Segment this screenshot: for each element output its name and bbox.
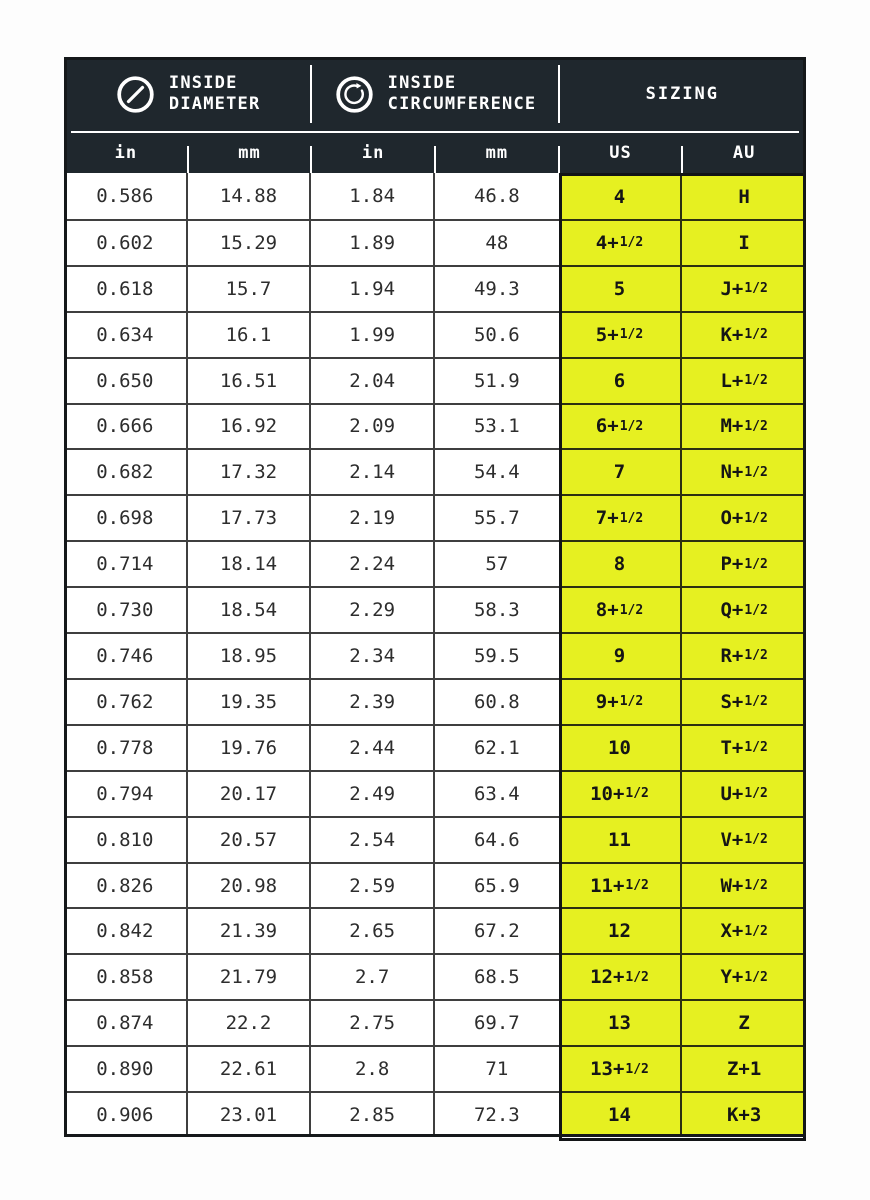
circumference-in-cell: 2.54 — [311, 816, 435, 862]
diameter-in-cell: 0.890 — [64, 1045, 188, 1091]
au-size-cell: U+ 1/2 — [682, 770, 806, 816]
ring-size-chart — [64, 57, 806, 1137]
diameter-in-cell: 0.810 — [64, 816, 188, 862]
circumference-mm-cell: 51.9 — [435, 357, 559, 403]
column-header-mm-diameter: mm — [188, 133, 312, 173]
au-size-cell: X+ 1/2 — [682, 907, 806, 953]
circumference-in-cell: 2.65 — [311, 907, 435, 953]
header-inside-diameter — [64, 57, 311, 131]
au-size-cell: N+ 1/2 — [682, 448, 806, 494]
au-size-cell: P+ 1/2 — [682, 540, 806, 586]
circumference-in-cell: 2.14 — [311, 448, 435, 494]
header-inside-circumference — [311, 57, 558, 131]
au-size-cell: L+ 1/2 — [682, 357, 806, 403]
circumference-mm-cell: 71 — [435, 1045, 559, 1091]
diameter-mm-cell: 17.32 — [188, 448, 312, 494]
circumference-mm-cell: 57 — [435, 540, 559, 586]
circumference-in-cell: 1.84 — [311, 173, 435, 219]
diameter-mm-cell: 18.54 — [188, 586, 312, 632]
diameter-mm-cell: 22.2 — [188, 999, 312, 1045]
diameter-in-cell: 0.730 — [64, 586, 188, 632]
diameter-in-cell: 0.602 — [64, 219, 188, 265]
column-header-mm-circumference: mm — [435, 133, 559, 173]
diameter-mm-cell: 19.35 — [188, 678, 312, 724]
circumference-mm-cell: 67.2 — [435, 907, 559, 953]
us-size-cell: 8+ 1/2 — [559, 586, 683, 632]
diameter-mm-cell: 16.1 — [188, 311, 312, 357]
au-size-cell: T+ 1/2 — [682, 724, 806, 770]
circumference-in-cell: 2.09 — [311, 403, 435, 449]
us-size-cell: 9 — [559, 632, 683, 678]
us-size-cell: 12+ 1/2 — [559, 953, 683, 999]
au-size-cell: J+ 1/2 — [682, 265, 806, 311]
diameter-mm-cell: 15.7 — [188, 265, 312, 311]
au-size-cell: O+ 1/2 — [682, 494, 806, 540]
column-header-in-diameter: in — [64, 133, 188, 173]
diameter-in-cell: 0.698 — [64, 494, 188, 540]
us-size-cell: 12 — [559, 907, 683, 953]
au-size-cell: K+3 — [682, 1091, 806, 1137]
au-size-cell: Z — [682, 999, 806, 1045]
diameter-mm-cell: 15.29 — [188, 219, 312, 265]
diameter-mm-cell: 16.51 — [188, 357, 312, 403]
diameter-mm-cell: 18.95 — [188, 632, 312, 678]
header-group-row — [64, 57, 806, 131]
circumference-mm-cell: 49.3 — [435, 265, 559, 311]
circumference-mm-cell: 55.7 — [435, 494, 559, 540]
circumference-mm-cell: 48 — [435, 219, 559, 265]
diameter-mm-cell: 18.14 — [188, 540, 312, 586]
circumference-mm-cell: 53.1 — [435, 403, 559, 449]
au-size-cell: Q+ 1/2 — [682, 586, 806, 632]
us-size-cell: 9+ 1/2 — [559, 678, 683, 724]
us-size-cell: 10+ 1/2 — [559, 770, 683, 816]
diameter-mm-cell: 17.73 — [188, 494, 312, 540]
circumference-in-cell: 2.44 — [311, 724, 435, 770]
circumference-mm-cell: 62.1 — [435, 724, 559, 770]
diameter-mm-cell: 20.57 — [188, 816, 312, 862]
diameter-mm-cell: 14.88 — [188, 173, 312, 219]
diameter-in-cell: 0.618 — [64, 265, 188, 311]
diameter-in-cell: 0.682 — [64, 448, 188, 494]
circumference-in-cell: 2.59 — [311, 862, 435, 908]
circumference-in-cell: 2.24 — [311, 540, 435, 586]
circumference-in-cell: 2.75 — [311, 999, 435, 1045]
diameter-in-cell: 0.794 — [64, 770, 188, 816]
diameter-in-cell: 0.762 — [64, 678, 188, 724]
diameter-in-cell: 0.906 — [64, 1091, 188, 1137]
diameter-icon — [115, 74, 156, 115]
au-size-cell: Y+ 1/2 — [682, 953, 806, 999]
au-size-cell: I — [682, 219, 806, 265]
circumference-mm-cell: 46.8 — [435, 173, 559, 219]
circumference-mm-cell: 64.6 — [435, 816, 559, 862]
us-size-cell: 7 — [559, 448, 683, 494]
diameter-in-cell: 0.666 — [64, 403, 188, 449]
au-size-cell: W+ 1/2 — [682, 862, 806, 908]
diameter-mm-cell: 20.98 — [188, 862, 312, 908]
circumference-in-cell: 1.99 — [311, 311, 435, 357]
au-size-cell: K+ 1/2 — [682, 311, 806, 357]
circumference-in-cell: 2.34 — [311, 632, 435, 678]
circumference-in-cell: 1.89 — [311, 219, 435, 265]
au-size-cell: S+ 1/2 — [682, 678, 806, 724]
us-size-cell: 6 — [559, 357, 683, 403]
circumference-mm-cell: 50.6 — [435, 311, 559, 357]
us-size-cell: 4 — [559, 173, 683, 219]
sizing-label: SIZING — [645, 84, 720, 104]
diameter-mm-cell: 23.01 — [188, 1091, 312, 1137]
inside-diameter-label: INSIDE DIAMETER — [168, 73, 261, 114]
diameter-mm-cell: 21.79 — [188, 953, 312, 999]
diameter-mm-cell: 20.17 — [188, 770, 312, 816]
circumference-in-cell: 2.19 — [311, 494, 435, 540]
circumference-mm-cell: 63.4 — [435, 770, 559, 816]
diameter-in-cell: 0.586 — [64, 173, 188, 219]
us-size-cell: 11 — [559, 816, 683, 862]
circumference-in-cell: 2.04 — [311, 357, 435, 403]
us-size-cell: 8 — [559, 540, 683, 586]
us-size-cell: 13 — [559, 999, 683, 1045]
us-size-cell: 13+ 1/2 — [559, 1045, 683, 1091]
diameter-in-cell: 0.714 — [64, 540, 188, 586]
circumference-mm-cell: 68.5 — [435, 953, 559, 999]
header-divider — [558, 65, 560, 123]
circumference-mm-cell: 69.7 — [435, 999, 559, 1045]
circumference-in-cell: 2.7 — [311, 953, 435, 999]
circumference-mm-cell: 59.5 — [435, 632, 559, 678]
diameter-in-cell: 0.842 — [64, 907, 188, 953]
circumference-in-cell: 2.85 — [311, 1091, 435, 1137]
us-size-cell: 5+ 1/2 — [559, 311, 683, 357]
diameter-in-cell: 0.634 — [64, 311, 188, 357]
au-size-cell: M+ 1/2 — [682, 403, 806, 449]
diameter-mm-cell: 16.92 — [188, 403, 312, 449]
diameter-in-cell: 0.650 — [64, 357, 188, 403]
us-size-cell: 6+ 1/2 — [559, 403, 683, 449]
circumference-in-cell: 2.39 — [311, 678, 435, 724]
au-size-cell: R+ 1/2 — [682, 632, 806, 678]
inside-circumference-label: INSIDE CIRCUMFERENCE — [387, 73, 537, 114]
circumference-mm-cell: 60.8 — [435, 678, 559, 724]
us-size-cell: 14 — [559, 1091, 683, 1137]
diameter-in-cell: 0.746 — [64, 632, 188, 678]
diameter-in-cell: 0.858 — [64, 953, 188, 999]
circumference-mm-cell: 65.9 — [435, 862, 559, 908]
au-size-cell: H — [682, 173, 806, 219]
us-size-cell: 10 — [559, 724, 683, 770]
diameter-mm-cell: 21.39 — [188, 907, 312, 953]
column-header-au: AU — [732, 143, 756, 163]
diameter-in-cell: 0.874 — [64, 999, 188, 1045]
us-size-cell: 11+ 1/2 — [559, 862, 683, 908]
diameter-mm-cell: 19.76 — [188, 724, 312, 770]
circumference-mm-cell: 54.4 — [435, 448, 559, 494]
header-sizing — [559, 57, 806, 131]
us-size-cell: 7+ 1/2 — [559, 494, 683, 540]
circumference-in-cell: 2.49 — [311, 770, 435, 816]
circumference-mm-cell: 58.3 — [435, 586, 559, 632]
circumference-mm-cell: 72.3 — [435, 1091, 559, 1137]
column-header-us: US — [559, 133, 683, 173]
au-size-cell: V+ 1/2 — [682, 816, 806, 862]
us-size-cell: 4+ 1/2 — [559, 219, 683, 265]
table-body — [64, 173, 806, 1137]
column-header-row — [64, 133, 806, 173]
column-header-in-circumference: in — [311, 133, 435, 173]
circumference-icon — [334, 74, 375, 115]
diameter-in-cell: 0.826 — [64, 862, 188, 908]
circumference-in-cell: 2.8 — [311, 1045, 435, 1091]
us-size-cell: 5 — [559, 265, 683, 311]
au-size-cell: Z+1 — [682, 1045, 806, 1091]
circumference-in-cell: 1.94 — [311, 265, 435, 311]
diameter-in-cell: 0.778 — [64, 724, 188, 770]
circumference-in-cell: 2.29 — [311, 586, 435, 632]
diameter-mm-cell: 22.61 — [188, 1045, 312, 1091]
table-header — [64, 57, 806, 173]
header-divider — [310, 65, 312, 123]
